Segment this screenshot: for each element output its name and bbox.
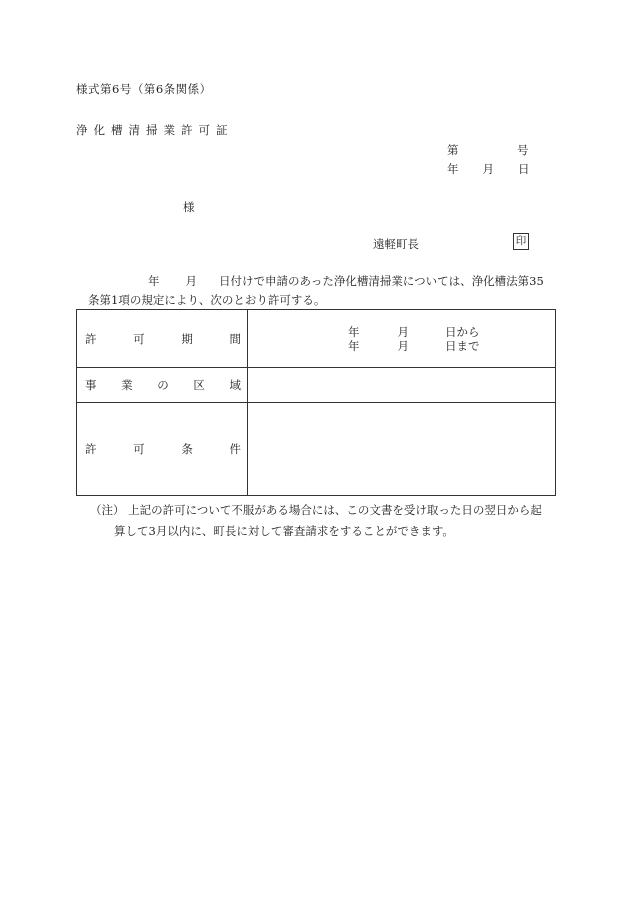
permit-number-suffix: 号 xyxy=(517,143,529,157)
label-char: 件 xyxy=(229,442,241,456)
period-to xyxy=(348,339,555,353)
permit-statement-line1 xyxy=(76,272,556,291)
label-char: 事 xyxy=(85,378,97,392)
issuer-name: 遠軽町長 xyxy=(373,237,419,251)
table-row-business-area xyxy=(77,368,556,403)
issue-date-year: 年 xyxy=(447,162,459,176)
table-row-permit-period xyxy=(77,310,556,368)
label-business-area xyxy=(77,368,248,403)
note-marker: （注） xyxy=(90,503,125,517)
application-month: 月 xyxy=(185,274,197,288)
label-char: 区 xyxy=(193,378,205,392)
period-to-day: 日まで xyxy=(445,338,480,353)
period-from xyxy=(348,325,555,339)
period-from-month: 月 xyxy=(397,324,409,339)
period-from-year: 年 xyxy=(348,324,360,339)
period-to-year: 年 xyxy=(348,338,360,353)
permit-number-prefix: 第 xyxy=(447,143,459,157)
label-char: 域 xyxy=(229,378,241,392)
document-title: 浄化槽清掃業許可証 xyxy=(76,123,234,137)
table-row-permit-conditions xyxy=(77,403,556,496)
label-char: 業 xyxy=(121,378,133,392)
note-text-1: 上記の許可について不服がある場合には、この文書を受け取った日の翌日から起 xyxy=(128,503,542,517)
appeal-note xyxy=(90,500,542,542)
label-char: 間 xyxy=(229,331,241,346)
addressee-honorific: 様 xyxy=(183,200,195,214)
permit-details-table xyxy=(76,309,556,496)
label-char: 許 xyxy=(85,331,97,346)
permit-period-field[interactable] xyxy=(248,310,556,368)
permit-statement xyxy=(76,272,556,310)
statement-text-1: 日付けで申請のあった浄化槽清掃業については、浄化槽法第35 xyxy=(219,274,544,288)
business-area-field[interactable] xyxy=(248,368,556,403)
label-permit-conditions xyxy=(77,403,248,496)
period-to-month: 月 xyxy=(397,338,409,353)
issue-date-month: 月 xyxy=(482,162,494,176)
permit-statement-line2: 条第1項の規定により、次のとおり許可する。 xyxy=(88,293,326,307)
label-char: 期 xyxy=(181,331,193,346)
permit-conditions-field[interactable] xyxy=(248,403,556,496)
label-char: の xyxy=(157,378,169,392)
appeal-note-line2: 算して3月以内に、町長に対して審査請求をすることができます。 xyxy=(114,524,454,538)
issue-date-day: 日 xyxy=(518,162,530,176)
period-from-day: 日から xyxy=(445,324,480,339)
label-char: 条 xyxy=(181,442,193,456)
label-char: 可 xyxy=(133,442,145,456)
form-number-title: 様式第6号（第6条関係） xyxy=(76,82,212,96)
label-permit-period xyxy=(77,310,248,368)
label-char: 許 xyxy=(85,442,97,456)
seal-mark: 印 xyxy=(513,233,529,250)
application-year: 年 xyxy=(148,274,160,288)
issue-date xyxy=(447,161,530,177)
appeal-note-line1 xyxy=(90,500,542,521)
label-char: 可 xyxy=(133,331,145,346)
